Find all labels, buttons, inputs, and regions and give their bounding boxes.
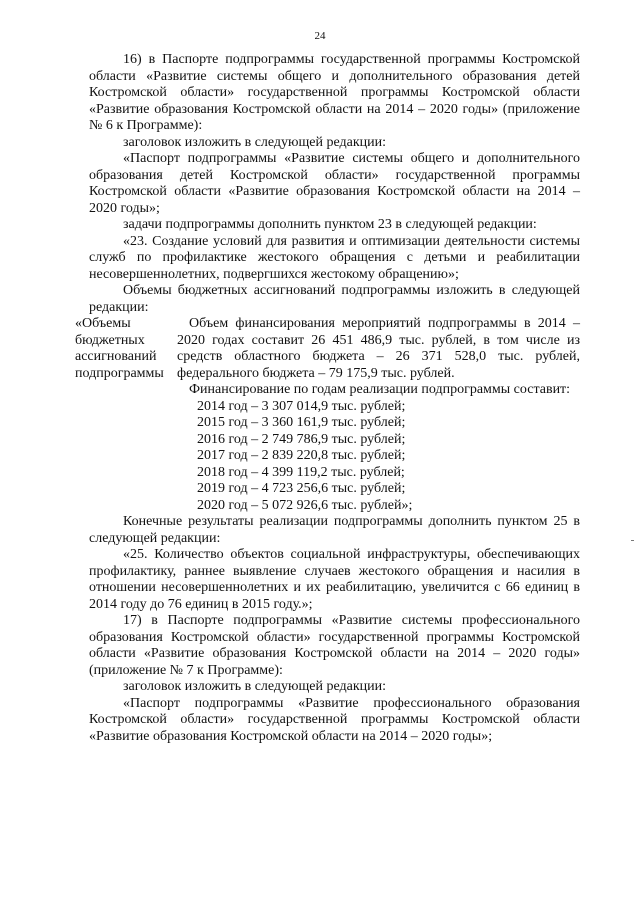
item16-result25: «25. Количество объектов социальной инфраструктуры, обеспечивающих профилактику, раннее выявление случаев жестокого обращения и насилия в отношении несовершеннолетних и их реабилитацию, увеличится с 66 единиц в 2014 году до 76 единиц в 2015 году.»; [89,547,580,612]
item16-task23: «23. Создание условий для развития и оптимизации деятельности системы служб по профилактике жестокого обращения с детьми и реабилитации несовершеннолетних, подвергшихся жестокому обращению»; [89,233,580,282]
item16-budget-instruction: Объемы бюджетных ассигнований подпрограммы изложить в следующей редакции: [89,283,580,315]
budget-year-2019: 2019 год – 4 723 256,6 тыс. рублей; [197,481,406,496]
budget-total: Объем финансирования мероприятий подпрограммы в 2014 – 2020 годах составит 26 451 486,9 тыс. рублей, в том числе из средств областного бюджета – 26 371 528,0 тыс. рублей, федерального бюджета – 79 175,9 тыс. рублей. [177,316,580,381]
budget-year-2015: 2015 год – 3 360 161,9 тыс. рублей; [197,415,406,430]
item16-tasks-instruction: задачи подпрограммы дополнить пунктом 23 в следующей редакции: [123,217,537,232]
budget-year-2014: 2014 год – 3 307 014,9 тыс. рублей; [197,398,406,414]
budget-label: «Объемы бюджетных ассигнований подпрограммы [75,316,164,381]
budget-years-list [197,399,580,515]
budget-values [173,316,580,514]
item16-results-instruction: Конечные результаты реализации подпрограммы дополнить пунктом 25 в следующей редакции: [89,514,580,546]
budget-by-years-intro: Финансирование по годам реализации подпрограммы составит: [189,382,571,397]
item16-title-instruction: заголовок изложить в следующей редакции: [123,134,387,150]
margin-mark [631,540,634,541]
item16-new-title: «Паспорт подпрограммы «Развитие системы общего и дополнительного образования детей Костромской области» государственной программы Костромской области «Развитие образования Костромской области на 2014 – 2020 годы»; [89,151,580,216]
item16-intro: 16) в Паспорте подпрограммы государственной программы Костромской области «Развитие системы общего и дополнительного образования детей Костромской области» государственной программы Костромской области «Развитие образования Костромской области на 2014 – 2020 годы» (приложение № 6 к Программе): [89,52,580,133]
document-body [75,52,580,745]
budget-table [75,316,580,514]
item17-title-instruction: заголовок изложить в следующей редакции: [123,679,387,694]
item17-new-title: «Паспорт подпрограммы «Развитие профессионального образования Костромской области» государственной программы Костромской области «Развитие образования Костромской области на 2014 – 2020 годы»; [89,695,580,744]
page-number: 24 [314,30,326,42]
item17-intro: 17) в Паспорте подпрограммы «Развитие системы профессионального образования Костромской области» государственной программы Костромской области «Развитие образования Костромской области на 2014 – 2020 годы» (приложение № 7 к Программе): [89,613,580,678]
budget-year-2017: 2017 год – 2 839 220,8 тыс. рублей; [197,448,406,463]
budget-year-2016: 2016 год – 2 749 786,9 тыс. рублей; [197,431,406,447]
budget-year-2020: 2020 год – 5 072 926,6 тыс. рублей»; [197,497,413,513]
budget-year-2018: 2018 год – 4 399 119,2 тыс. рублей; [197,464,405,480]
